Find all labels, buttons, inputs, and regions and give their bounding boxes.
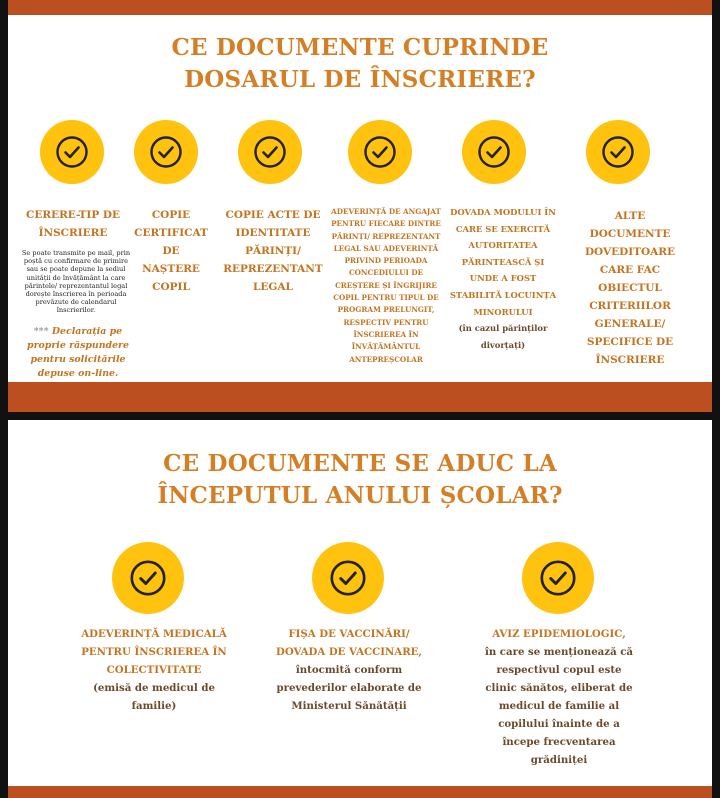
declaratie-text: Declarația pe proprie răspundere pentru solicitările depuse on-line. (27, 326, 129, 379)
label-dovada-sub: (în cazul părinților divorțați) (458, 323, 548, 350)
slide1-title-line1: CE DOCUMENTE CUPRINDE (171, 34, 549, 61)
slide1-title-line2: DOSARUL DE ÎNSCRIERE? (184, 66, 536, 93)
top-band (8, 0, 712, 15)
col-aviz-epidemiologic (484, 625, 634, 769)
check-circle-icon (348, 120, 412, 184)
slide-start-of-year-documents (8, 420, 712, 798)
check-circle-icon (312, 542, 384, 614)
label-acte-identitate: COPIE ACTE DE IDENTITATE PĂRINȚI/ REPREZENTANT LEGAL (223, 209, 323, 293)
check-circle-icon (112, 542, 184, 614)
slide2-title (8, 448, 712, 512)
bottom-band (8, 786, 712, 798)
check-circle-icon (134, 120, 198, 184)
check-circle-icon (522, 542, 594, 614)
bottom-band (8, 382, 712, 412)
check-circle-icon (462, 120, 526, 184)
label-fisa-vaccinari-sub: întocmită conform prevederilor elaborate de Ministerul Sănătății (276, 664, 422, 712)
col-adeverinta-medicala (80, 625, 228, 715)
label-alte-documente: ALTE DOCUMENTE DOVEDITOARE CARE FAC OBIECTUL CRITERIILOR GENERALE/ SPECIFICE DE ÎNSCRIERE (584, 210, 676, 366)
slide1-title (8, 32, 712, 96)
label-adeverinta-angajat: ADEVERINȚĂ DE ANGAJAT PENTRU FIECARE DINTRE PĂRINȚI/ REPREZENTANT LEGAL SAU ADEVERINȚĂ PRIVIND PERIOADA CONCEDIULUI DE CREȘTERE ȘI ÎNGRIJIRE COPIL PENTRU TIPUL DE PROGRAM PRELUNGIT, RESPECTIV PENTRU ÎNSCRIEREA ÎN ÎNVĂȚĂMÂNTUL ANTEPREȘCOLAR (331, 207, 441, 364)
asterisks: *** (33, 326, 49, 337)
check-circle-icon (586, 120, 650, 184)
note-declaratie (18, 325, 138, 381)
label-aviz-epidemiologic: AVIZ EPIDEMIOLOGIC, (492, 628, 626, 640)
check-circle-icon (40, 120, 104, 184)
slide2-title-line2: ÎNCEPUTUL ANULUI ȘCOLAR? (157, 482, 563, 509)
label-adeverinta-medicala-sub: (emisă de medicul de familie) (93, 682, 215, 712)
label-certificat-nastere: COPIE CERTIFICAT DE NAȘTERE COPIL (134, 209, 208, 293)
label-adeverinta-medicala: ADEVERINȚĂ MEDICALĂ PENTRU ÎNSCRIEREA ÎN COLECTIVITATE (81, 628, 227, 676)
col-fisa-vaccinari (274, 625, 424, 715)
label-aviz-epidemiologic-sub: în care se menționează că respectivul copul este clinic sănătos, eliberat de medicul de familie al copilului înainte de a începe frecventarea grădiniței (484, 646, 634, 766)
check-circle-icon (238, 120, 302, 184)
label-cerere-tip: CERERE-TIP DE ÎNSCRIERE (25, 209, 121, 239)
label-dovada-autoritate: DOVADA MODULUI ÎN CARE SE EXERCITĂ AUTORITATEA PĂRINTEASCĂ ȘI UNDE A FOST STABILITĂ LOCUINȚA MINORULUI (449, 207, 557, 317)
slide2-title-line1: CE DOCUMENTE SE ADUC LA (163, 450, 557, 477)
col5-text (448, 204, 558, 353)
note-cerere-transmitere: Se poate transmite pe mail, prin poștă cu confirmare de primire sau se poate depune la sediul unității de învățământ la care părintele/ reprezentantul legal dorește înscrierea în perioada prevăzute de calendarul înscrierilor. (21, 249, 131, 315)
slide-enrollment-documents (8, 0, 712, 412)
label-fisa-vaccinari: FIȘA DE VACCINĂRI/ DOVADA DE VACCINARE, (276, 628, 422, 658)
